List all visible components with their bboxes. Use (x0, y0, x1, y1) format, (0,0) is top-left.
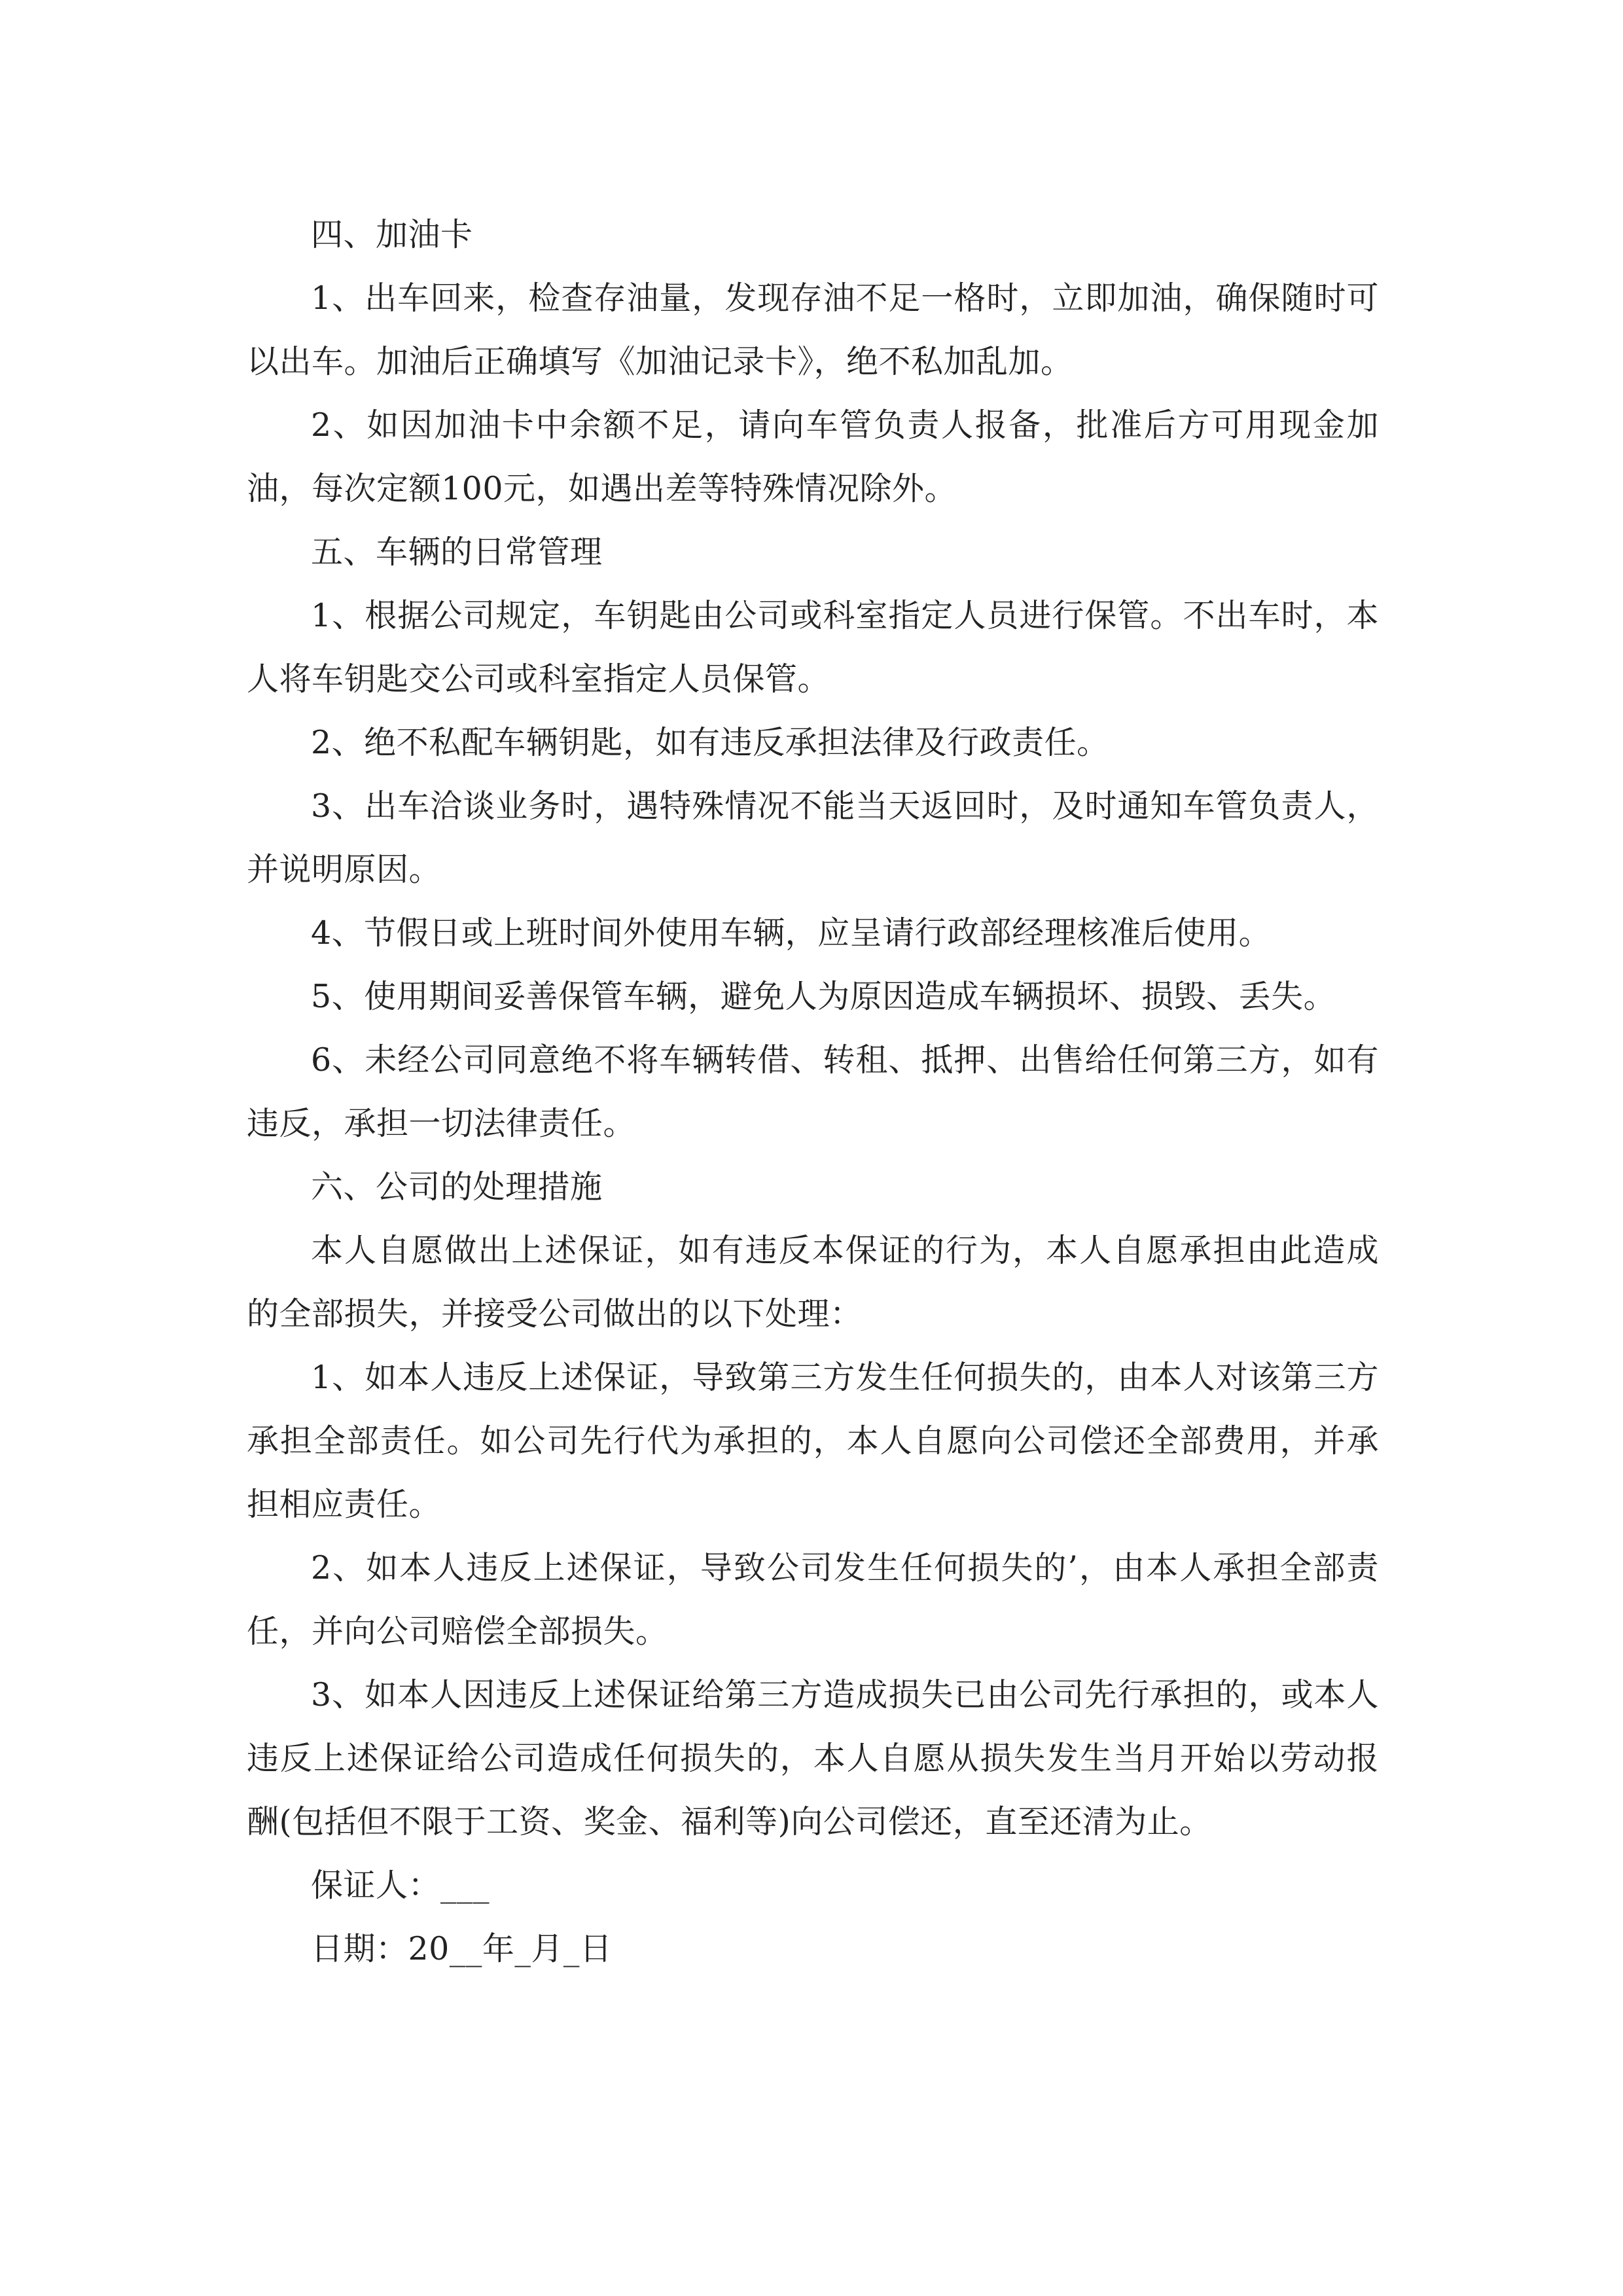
paragraph: 6、未经公司同意绝不将车辆转借、转租、抵押、出售给任何第三方，如有违反，承担一切法律责任。 (247, 1041, 1379, 1142)
section-heading-daily-management: 五、车辆的日常管理 (311, 533, 603, 571)
document-body (247, 203, 1379, 1981)
section-heading-fuel-card: 四、加油卡 (311, 216, 473, 253)
section-heading-company-measures: 六、公司的处理措施 (311, 1168, 603, 1206)
paragraph: 4、节假日或上班时间外使用车辆，应呈请行政部经理核准后使用。 (311, 914, 1272, 952)
paragraph: 2、如因加油卡中余额不足，请向车管负责人报备，批准后方可用现金加油，每次定额100元，如遇出差等特殊情况除外。 (247, 406, 1379, 507)
paragraph: 3、出车洽谈业务时，遇特殊情况不能当天返回时，及时通知车管负责人，并说明原因。 (247, 787, 1379, 888)
paragraph: 2、绝不私配车辆钥匙，如有违反承担法律及行政责任。 (311, 724, 1109, 761)
date-line: 日期：20__年_月_日 (311, 1930, 613, 1967)
guarantor-signature-line: 保证人：___ (311, 1867, 490, 1904)
paragraph: 1、根据公司规定，车钥匙由公司或科室指定人员进行保管。不出车时，本人将车钥匙交公司或科室指定人员保管。 (247, 597, 1379, 698)
paragraph: 1、如本人违反上述保证，导致第三方发生任何损失的，由本人对该第三方承担全部责任。如公司先行代为承担的，本人自愿向公司偿还全部费用，并承担相应责任。 (247, 1359, 1379, 1523)
paragraph: 3、如本人因违反上述保证给第三方造成损失已由公司先行承担的，或本人违反上述保证给公司造成任何损失的，本人自愿从损失发生当月开始以劳动报酬(包括但不限于工资、奖金、福利等)向公司偿还，直至还清为止。 (247, 1676, 1379, 1840)
paragraph: 本人自愿做出上述保证，如有违反本保证的行为，本人自愿承担由此造成的全部损失，并接受公司做出的以下处理： (247, 1232, 1379, 1333)
paragraph: 1、出车回来，检查存油量，发现存油不足一格时，立即加油，确保随时可以出车。加油后正确填写《加油记录卡》，绝不私加乱加。 (247, 279, 1379, 380)
paragraph: 5、使用期间妥善保管车辆，避免人为原因造成车辆损坏、损毁、丢失。 (311, 978, 1336, 1015)
paragraph: 2、如本人违反上述保证，导致公司发生任何损失的’，由本人承担全部责任，并向公司赔偿全部损失。 (247, 1549, 1379, 1650)
